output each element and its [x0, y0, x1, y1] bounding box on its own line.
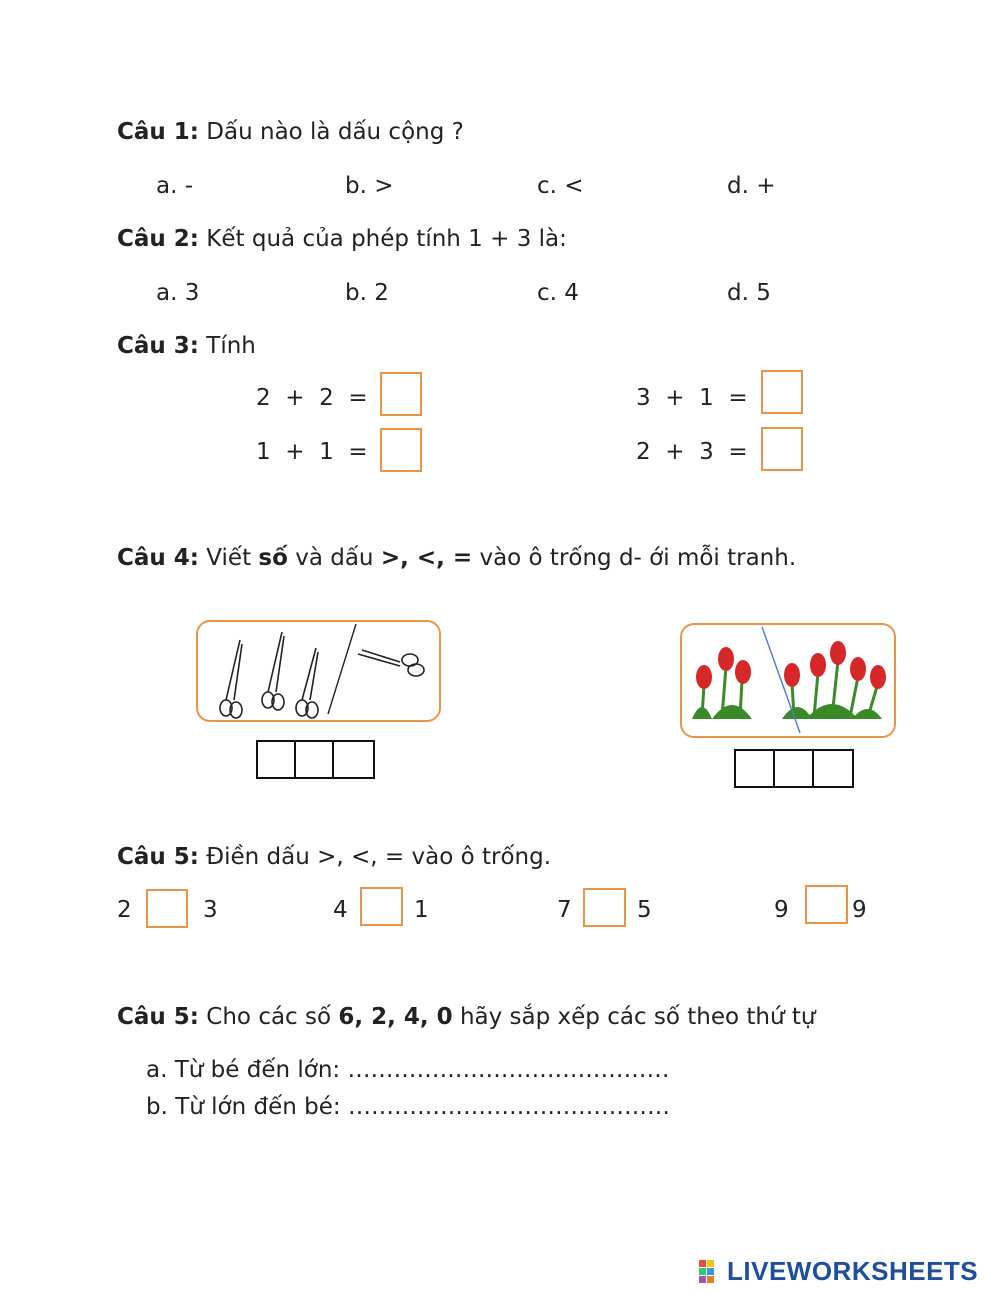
- compare-left: 7: [557, 897, 572, 923]
- answer-box[interactable]: [773, 749, 814, 788]
- question-label: Câu 3:: [117, 333, 199, 359]
- option-c[interactable]: c. 4: [537, 280, 579, 306]
- expression: 2 + 2 =: [256, 385, 368, 411]
- question-text: và dấu: [287, 545, 381, 571]
- compare-right: 5: [637, 897, 652, 923]
- question-label: Câu 4:: [117, 545, 199, 571]
- liveworksheets-logo-icon: [698, 1259, 724, 1285]
- answer-box[interactable]: [812, 749, 854, 788]
- sign-box[interactable]: [805, 885, 848, 924]
- scissors-icon: [198, 622, 438, 720]
- bold-word: số: [258, 545, 288, 571]
- question-4: [117, 545, 796, 571]
- question-text: Viết: [198, 545, 259, 571]
- expression: 1 + 1 =: [256, 439, 368, 465]
- question-6: [117, 1004, 815, 1030]
- answer-box[interactable]: [380, 428, 422, 472]
- question-text: Dấu nào là dấu cộng ?: [198, 119, 464, 145]
- question-text: vào ô trống d- ới mỗi tranh.: [472, 545, 797, 571]
- answer-box[interactable]: [294, 740, 334, 779]
- question-label: Câu 5:: [117, 1004, 199, 1030]
- answer-box[interactable]: [734, 749, 775, 788]
- bold-signs: >, <, =: [380, 545, 473, 571]
- compare-left: 2: [117, 897, 132, 923]
- tulips-picture: [680, 623, 896, 738]
- expression: 2 + 3 =: [636, 439, 748, 465]
- question-text: Điền dấu >, <, = vào ô trống.: [198, 844, 552, 870]
- bold-numbers: 6, 2, 4, 0: [338, 1004, 453, 1030]
- tulip-icon: [682, 625, 894, 735]
- option-a[interactable]: a. -: [156, 173, 194, 199]
- scissors-picture: [196, 620, 441, 722]
- question-text: Kết quả của phép tính 1 + 3 là:: [198, 226, 567, 252]
- option-d[interactable]: d. 5: [727, 280, 771, 306]
- answer-box[interactable]: [332, 740, 375, 779]
- question-text: hãy sắp xếp các số theo thứ tự: [452, 1004, 816, 1030]
- question-text: Cho các số: [198, 1004, 339, 1030]
- compare-right: 9: [852, 897, 867, 923]
- answer-box[interactable]: [256, 740, 296, 779]
- compare-left: 9: [774, 897, 789, 923]
- answer-box[interactable]: [761, 370, 803, 414]
- option-a[interactable]: a. 3: [156, 280, 200, 306]
- sign-box[interactable]: [360, 887, 403, 926]
- compare-right: 1: [414, 897, 429, 923]
- question-5: [117, 844, 551, 870]
- question-2: [117, 226, 567, 252]
- question-text: Tính: [198, 333, 256, 359]
- answer-box[interactable]: [761, 427, 803, 471]
- brand-name: LIVEWORKSHEETS: [727, 1256, 979, 1286]
- compare-right: 3: [203, 897, 218, 923]
- question-3: [117, 333, 256, 359]
- question-label: Câu 2:: [117, 226, 199, 252]
- option-d[interactable]: d. +: [727, 173, 776, 199]
- order-ascending[interactable]: a. Từ bé đến lớn: ……………………………………: [146, 1057, 670, 1083]
- option-b[interactable]: b. 2: [345, 280, 389, 306]
- expression: 3 + 1 =: [636, 385, 748, 411]
- question-1: [117, 119, 464, 145]
- option-b[interactable]: b. >: [345, 173, 394, 199]
- sign-box[interactable]: [583, 888, 626, 927]
- question-label: Câu 1:: [117, 119, 199, 145]
- sign-box[interactable]: [146, 889, 188, 928]
- order-descending[interactable]: b. Từ lớn đến bé: ……………………………………: [146, 1094, 670, 1120]
- brand-logo: [698, 1256, 978, 1287]
- answer-box[interactable]: [380, 372, 422, 416]
- option-c[interactable]: c. <: [537, 173, 584, 199]
- compare-left: 4: [333, 897, 348, 923]
- question-label: Câu 5:: [117, 844, 199, 870]
